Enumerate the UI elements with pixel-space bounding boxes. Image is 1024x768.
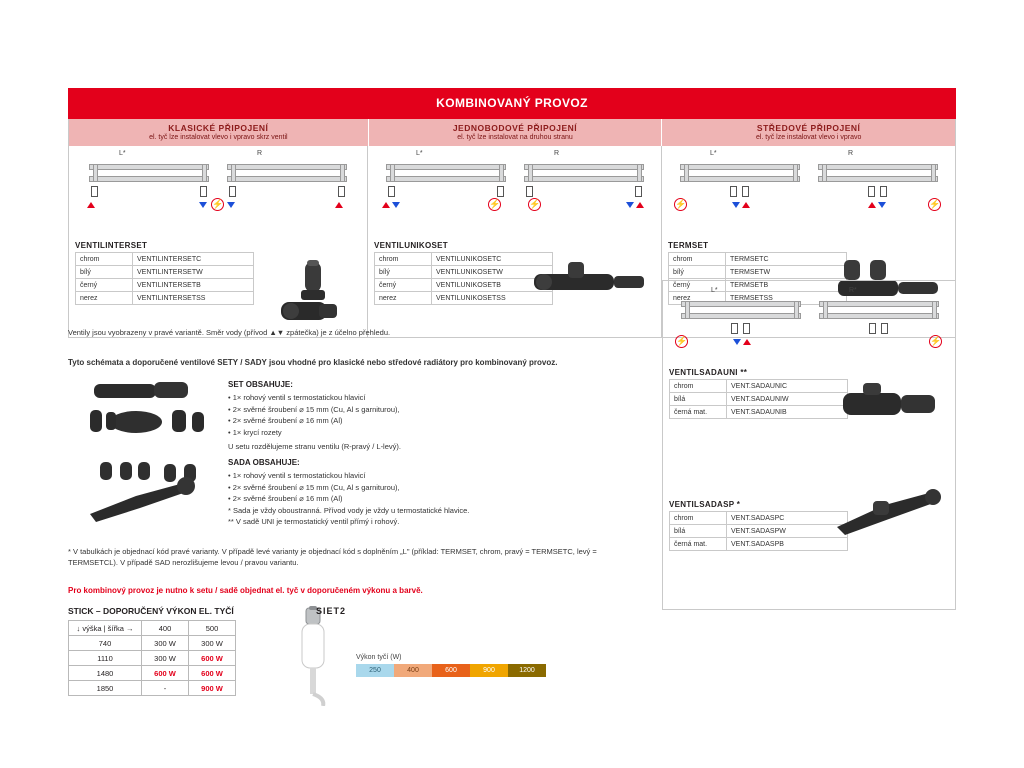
flow-arrow-up (636, 202, 644, 208)
table-row: 1110 300 W 600 W (69, 651, 236, 666)
electric-icon: ⚡ (676, 336, 688, 346)
table-row: bílý TERMSETW (669, 266, 847, 279)
electric-icon: ⚡ (212, 199, 224, 209)
panel-right-extra (662, 280, 956, 610)
diagram-right-extra (663, 281, 955, 365)
flow-arrow-down (199, 202, 207, 208)
diagram-label-right: R* (849, 287, 857, 294)
schema-note: Tyto schémata a doporučené ventilové SETY / SADY jsou vhodné pro klasické nebo středové radiátory pro kombinovaný provoz. (68, 358, 558, 367)
product-photo-ventilinterset (247, 258, 359, 330)
electric-icon: ⚡ (489, 199, 501, 209)
set-name-ventilsadauni: VENTILSADAUNI ** (669, 368, 748, 377)
diagram-label-left: L* (416, 150, 423, 157)
flow-arrow-down (878, 202, 886, 208)
diagram-label-right: R (257, 150, 263, 157)
diagram-jednobodove (368, 146, 661, 238)
table-row: bílý VENTILUNIKOSETW (375, 266, 553, 279)
flow-arrow-down (732, 202, 740, 208)
table-header-row (69, 621, 236, 636)
flow-arrow-up (743, 339, 751, 345)
table-row: nerez VENTILUNIKOSETSS (375, 292, 553, 305)
sada-footer-1: * Sada je vždy oboustranná. Přívod vody je vždy u termostatické hlavice. (228, 505, 470, 515)
table-row: nerez TERMSETSS (669, 292, 847, 305)
legend-item: 900 (470, 664, 508, 677)
diagram-label-left: L* (119, 150, 126, 157)
table-row: černý VENTILUNIKOSETB (375, 279, 553, 292)
table-row: nerez VENTILINTERSETSS (76, 292, 254, 305)
column-title: KLASICKÉ PŘIPOJENÍ (168, 123, 269, 133)
column-header-stredove (662, 119, 955, 146)
set-contains-title: SET OBSAHUJE: (228, 380, 293, 389)
sada-contains-title: SADA OBSAHUJE: (228, 458, 300, 467)
list-item: • 2× svěrné šroubení ⌀ 15 mm (Cu, Al s garniturou), (228, 482, 400, 492)
product-photo-ventilsadasp (829, 481, 949, 541)
column-subtitle: el. tyč lze instalovat vlevo i vpravo skrz ventil (149, 134, 288, 141)
panel-jednobodove (368, 146, 662, 338)
footnote: * V tabulkách je objednací kód pravé varianty. V případě levé varianty je objednací kód s doplněním „L" (příklad: TERMSET, chrom, pravý = TERMSETC, levý = TERMSETCL). V případě SAD nerozlišujeme levou / pravou variantu. (68, 547, 597, 567)
flow-arrow-up (87, 202, 95, 208)
diagram-stredove (662, 146, 955, 238)
table-row: 740 300 W 300 W (69, 636, 236, 651)
code-table-ventilsadauni (669, 379, 848, 419)
set-name-termset: TERMSET (668, 241, 709, 250)
electric-icon: ⚡ (930, 336, 942, 346)
table-row: černá mat. VENT.SADASPB (670, 538, 848, 551)
flow-arrow-up (335, 202, 343, 208)
flow-arrow-up (868, 202, 876, 208)
set-contains (228, 380, 528, 453)
diagram-klasicke (69, 146, 367, 238)
diagram-label-right: R (554, 150, 560, 157)
list-item: • 1× krycí rozety (228, 427, 282, 437)
product-photo-set (76, 378, 226, 448)
code-table-ventilsadasp (669, 511, 848, 551)
flow-arrow-down (227, 202, 235, 208)
diagram-label-left: L* (711, 287, 718, 294)
flow-arrow-up (382, 202, 390, 208)
flow-arrow-down (392, 202, 400, 208)
power-legend (356, 654, 546, 677)
product-photo-ventilsadauni (833, 377, 945, 433)
diagram-label-left: L* (710, 150, 717, 157)
set-name-ventilinterset: VENTILINTERSET (75, 241, 148, 250)
column-header-klasicke (69, 119, 369, 146)
table-row: chrom TERMSETC (669, 253, 847, 266)
electric-icon: ⚡ (529, 199, 541, 209)
table-row: černý VENTILINTERSETB (76, 279, 254, 292)
flow-arrow-down (626, 202, 634, 208)
table-row: chrom VENTILINTERSETC (76, 253, 254, 266)
code-table-ventilinterset (75, 252, 254, 305)
product-photo-sada (76, 456, 226, 528)
electric-icon: ⚡ (675, 199, 687, 209)
list-item: • 2× svěrné šroubení ⌀ 16 mm (Al) (228, 416, 343, 425)
table-row: černá mat. VENT.SADAUNIB (670, 406, 848, 419)
set-contains-footer: U setu rozdělujeme stranu ventilu (R-pravý / L-levý). (228, 442, 401, 451)
stick-table (68, 620, 236, 696)
column-headers (68, 119, 956, 146)
set-name-ventilsadasp: VENTILSADASP * (669, 500, 741, 509)
stick-title: STICK – DOPORUČENÝ VÝKON EL. TYČÍ (68, 606, 234, 616)
list-item: • 1× rohový ventil s termostatickou hlavicí (228, 393, 366, 402)
datasheet (68, 88, 956, 693)
sada-contains (228, 458, 558, 528)
list-item: • 1× rohový ventil s termostatickou hlavicí (228, 471, 366, 480)
list-item: • 2× svěrné šroubení ⌀ 15 mm (Cu, Al s garniturou), (228, 404, 400, 414)
column-title: JEDNOBODOVÉ PŘIPOJENÍ (452, 123, 578, 133)
table-row: bílý VENTILINTERSETW (76, 266, 254, 279)
code-table-ventilunikoset (374, 252, 553, 305)
diagram-label-right: R (848, 150, 854, 157)
table-row: chrom VENT.SADAUNIC (670, 380, 848, 393)
table-row: bílá VENT.SADAUNIW (670, 393, 848, 406)
stick-corner-label: ↓ výška | šířka → (69, 621, 142, 636)
legend-item: 400 (394, 664, 432, 677)
valves-note: Ventily jsou vyobrazeny v pravé variantě. Směr vody (přívod ▲▼ zpátečka) je z účelno přehledu. (68, 328, 391, 337)
flow-arrow-up (742, 202, 750, 208)
table-row: bílá VENT.SADASPW (670, 525, 848, 538)
list-item: • 2× svěrné šroubení ⌀ 16 mm (Al) (228, 494, 343, 503)
stick-product-label: SIET2 (316, 606, 347, 616)
product-photo-stick (288, 606, 338, 706)
table-row: 1480 600 W 600 W (69, 666, 236, 681)
legend-item: 600 (432, 664, 470, 677)
table-row: chrom VENT.SADASPC (670, 512, 848, 525)
column-header-jednobodove (369, 119, 663, 146)
combi-note: Pro kombinový provoz je nutno k setu / sadě objednat el. tyč v doporučeném výkonu a barvě. (68, 586, 423, 595)
flow-arrow-down (733, 339, 741, 345)
column-title: STŘEDOVÉ PŘIPOJENÍ (756, 123, 861, 133)
legend-item: 250 (356, 664, 394, 677)
sada-footer-2: ** V sadě UNI je termostatický ventil přímý i rohový. (228, 517, 400, 526)
set-name-ventilunikoset: VENTILUNIKOSET (374, 241, 448, 250)
page-title: KOMBINOVANÝ PROVOZ (68, 88, 956, 119)
column-subtitle: el. tyč lze instalovat na druhou stranu (457, 134, 573, 141)
product-photo-ventilunikoset (528, 254, 652, 310)
stick-width-header: 400 (142, 621, 189, 636)
stick-width-header: 500 (189, 621, 236, 636)
table-row: chrom VENTILUNIKOSETC (375, 253, 553, 266)
legend-title: Výkon tyčí (W) (356, 654, 402, 661)
electric-icon: ⚡ (929, 199, 941, 209)
table-row: černý TERMSETB (669, 279, 847, 292)
column-subtitle: el. tyč lze instalovat vlevo i vpravo (755, 134, 862, 141)
legend-item: 1200 (508, 664, 546, 677)
panel-klasicke (68, 146, 368, 338)
table-row: 1850 - 900 W (69, 681, 236, 696)
